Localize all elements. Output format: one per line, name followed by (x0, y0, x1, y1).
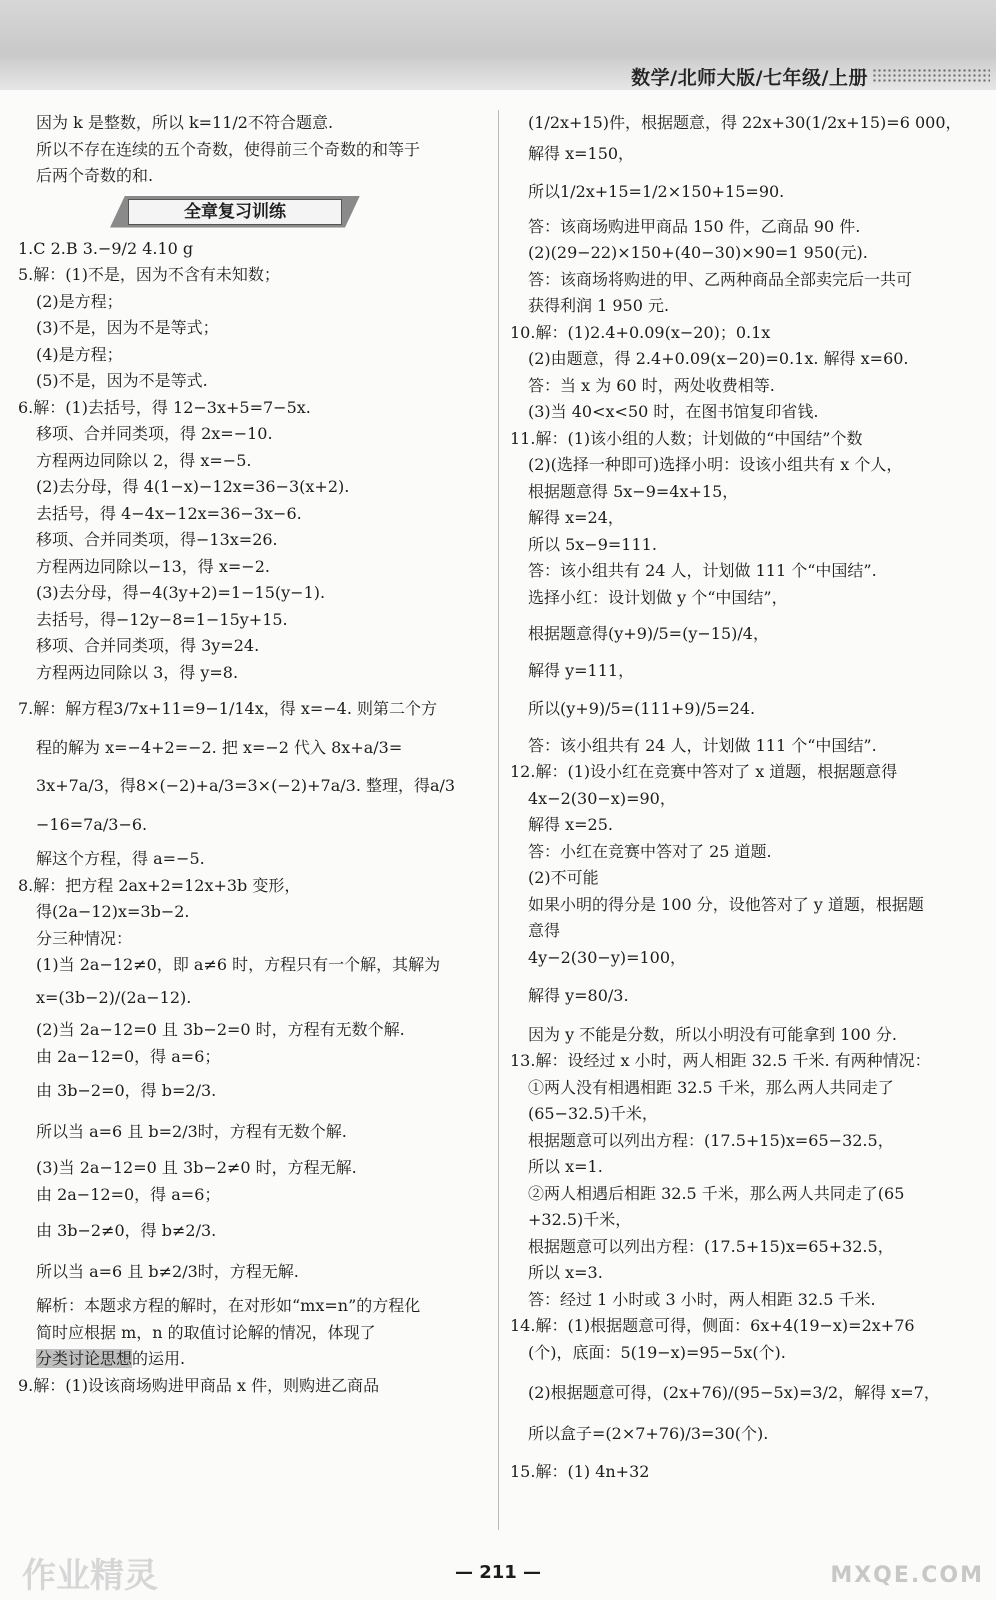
text-line: +32.5)千米， (528, 1210, 632, 1229)
text-line: 所以当 a=6 且 b=2/3时，方程有无数个解. (36, 1121, 347, 1141)
text-line: 由 3b−2=0，得 b=2/3. (36, 1081, 217, 1100)
text-line: 方程两边同除以−13，得 x=−2. (36, 556, 270, 576)
text-line: 去括号，得 4−4x−12x=36−3x−6. (36, 503, 302, 523)
text-line: 如果小明的得分是 100 分，设他答对了 y 道题，根据题 (528, 894, 924, 914)
text-line: 所以 5x−9=111. (528, 534, 657, 554)
text-line: 解得 y=80/3. (528, 986, 629, 1005)
text-line: x=(3b−2)/(2a−12). (36, 987, 192, 1007)
text-line: (2)去分母，得 4(1−x)−12x=36−3(x+2). (36, 477, 350, 496)
text-line: 答：经过 1 小时或 3 小时，两人相距 32.5 千米. (528, 1289, 876, 1309)
text-line: 得(2a−12)x=3b−2. (36, 902, 190, 921)
analysis-tail: 的运用. (132, 1349, 186, 1368)
text-line: (3)当 40<x<50 时，在图书馆复印省钱. (528, 402, 819, 421)
text-line: (2)(29−22)×150+(40−30)×90=1 950(元). (528, 243, 868, 262)
answer-line: 1.C 2.B 3.−9/2 4.10 g (18, 238, 194, 258)
text-line: 分三种情况： (36, 928, 133, 948)
text-line: 根据题意得(y+9)/5=(y−15)/4， (528, 624, 769, 643)
text-line: (2)(选择一种即可)选择小明：设该小组共有 x 个人， (528, 455, 903, 474)
analysis-line: 简时应根据 m，n 的取值讨论解的情况，体现了 (36, 1322, 376, 1342)
highlighted-term: 分类讨论思想 (36, 1349, 133, 1368)
watermark-left: 作业精灵 (22, 1556, 158, 1596)
text-line: 解得 x=24， (528, 508, 624, 527)
text-line: (2)是方程； (36, 291, 123, 311)
text-line: 方程两边同除以 2，得 x=−5. (36, 450, 252, 470)
text-line: 答：当 x 为 60 时，两处收费相等. (528, 375, 775, 395)
text-line: (2)由题意，得 2.4+0.09(x−20)=0.1x. 解得 x=60. (528, 349, 909, 368)
text-line: 答：该商场将购进的甲、乙两种商品全部卖完后一共可 (528, 269, 913, 289)
problem-6-line: 6.解：(1)去括号，得 12−3x+5=7−5x. (18, 397, 311, 417)
text-line: −16=7a/3−6. (36, 814, 148, 834)
text-line: (2)根据题意可得，(2x+76)/(95−5x)=3/2，解得 x=7， (528, 1383, 940, 1402)
problem-10-line: 10.解：(1)2.4+0.09(x−20)；0.1x (510, 322, 771, 342)
left-column (18, 110, 480, 1399)
column-divider (498, 110, 499, 1530)
text-line: 根据题意可以列出方程：(17.5+15)x=65+32.5， (528, 1236, 894, 1256)
right-column (510, 110, 978, 1486)
text-line: 去括号，得−12y−8=1−15y+15. (36, 609, 288, 629)
text-line: (2)当 2a−12=0 且 3b−2=0 时，方程有无数个解. (36, 1020, 405, 1039)
page-number: — 211 — (454, 1562, 542, 1583)
problem-9-line: 9.解：(1)设该商场购进甲商品 x 件，则购进乙商品 (18, 1375, 380, 1395)
text-line: (4)是方程； (36, 344, 123, 364)
text-line: 方程两边同除以 3，得 y=8. (36, 662, 239, 682)
text-line: 移项、合并同类项，得 3y=24. (36, 636, 260, 655)
text-line: 所以盒子=(2×7+76)/3=30(个). (528, 1423, 769, 1443)
text-line: (65−32.5)千米， (528, 1104, 658, 1123)
text-line: 移项、合并同类项，得−13x=26. (36, 530, 278, 549)
text-line: (3)去分母，得−4(3y+2)=1−15(y−1). (36, 583, 326, 602)
text-line: 程的解为 x=−4+2=−2. 把 x=−2 代入 8x+a/3= (36, 737, 403, 757)
analysis-line: 解析：本题求方程的解时，在对形如“mx=n”的方程化 (36, 1296, 421, 1315)
text-line: 因为 y 不能是分数，所以小明没有可能拿到 100 分. (528, 1024, 898, 1044)
text-line: 选择小红：设计划做 y 个“中国结”， (528, 587, 788, 607)
text-line: 后两个奇数的和. (36, 166, 154, 185)
text-line: 所以(y+9)/5=(111+9)/5=24. (528, 699, 756, 718)
text-line: 解得 x=25. (528, 815, 613, 834)
analysis-line (18, 1346, 480, 1373)
problem-13-line: 13.解：设经过 x 小时，两人相距 32.5 千米. 有两种情况： (510, 1051, 931, 1070)
problem-11-line: 11.解：(1)该小组的人数；计划做的“中国结”个数 (510, 428, 863, 448)
text-line: 移项、合并同类项，得 2x=−10. (36, 424, 273, 443)
text-line: 所以1/2x+15=1/2×150+15=90. (528, 182, 785, 201)
text-line: (个)，底面：5(19−x)=95−5x(个). (528, 1342, 786, 1362)
text-line: 由 3b−2≠0，得 b≠2/3. (36, 1221, 217, 1240)
text-line: 根据题意得 5x−9=4x+15， (528, 481, 739, 501)
text-line: 因为 k 是整数，所以 k=11/2不符合题意. (36, 113, 334, 132)
text-line: (1/2x+15)件，根据题意，得 22x+30(1/2x+15)=6 000， (528, 113, 962, 132)
problem-15-line: 15.解：(1) 4n+32 (510, 1462, 650, 1481)
text-line: 答：该小组共有 24 人，计划做 111 个“中国结”. (528, 735, 877, 755)
text-line: 所以 x=1. (528, 1157, 603, 1176)
text-line: 由 2a−12=0，得 a=6； (36, 1046, 221, 1066)
text-line: 3x+7a/3，得8×(−2)+a/3=3×(−2)+7a/3. 整理，得a/3 (36, 776, 456, 795)
text-line: ①两人没有相遇相距 32.5 千米，那么两人共同走了 (528, 1077, 894, 1097)
text-line: (2)不可能 (528, 868, 599, 887)
text-line: (3)不是，因为不是等式； (36, 318, 219, 337)
watermark: MXQE.COM (830, 1563, 984, 1588)
header-title: 数学/北师大版/七年级/上册 (631, 67, 868, 89)
problem-12-line: 12.解：(1)设小红在竞赛中答对了 x 道题，根据题意得 (510, 762, 898, 781)
text-line: 解这个方程，得 a=−5. (36, 849, 205, 868)
text-line: 答：该商场购进甲商品 150 件，乙商品 90 件. (528, 216, 861, 236)
text-line: 所以 x=3. (528, 1263, 603, 1282)
text-line: 获得利润 1 950 元. (528, 296, 670, 315)
text-line: 4y−2(30−y)=100， (528, 947, 687, 967)
text-line: 答：该小组共有 24 人，计划做 111 个“中国结”. (528, 561, 877, 580)
text-line: (3)当 2a−12=0 且 3b−2≠0 时，方程无解. (36, 1158, 357, 1177)
problem-7-line: 7.解：解方程3/7x+11=9−1/14x，得 x=−4. 则第二个方 (18, 699, 438, 718)
text-line: 由 2a−12=0，得 a=6； (36, 1184, 221, 1204)
header-dot-pattern (872, 68, 990, 84)
section-banner (110, 196, 360, 228)
problem-14-line: 14.解：(1)根据题意可得，侧面：6x+4(19−x)=2x+76 (510, 1316, 915, 1335)
text-line: 4x−2(30−x)=90， (528, 788, 676, 808)
section-title: 全章复习训练 (128, 199, 342, 225)
text-line: 解得 x=150， (528, 143, 635, 163)
text-line: 根据题意可以列出方程：(17.5+15)x=65−32.5， (528, 1130, 894, 1150)
text-line: 解得 y=111， (528, 660, 635, 680)
text-line: 答：小红在竞赛中答对了 25 道题. (528, 841, 772, 861)
text-line: (1)当 2a−12≠0，即 a≠6 时，方程只有一个解，其解为 (36, 955, 441, 974)
text-line: 所以不存在连续的五个奇数，使得前三个奇数的和等于 (36, 139, 421, 159)
text-line: 所以当 a=6 且 b≠2/3时，方程无解. (36, 1261, 299, 1281)
problem-8-line: 8.解：把方程 2ax+2=12x+3b 变形， (18, 875, 301, 895)
text-line: 意得 (528, 921, 561, 940)
text-line: (5)不是，因为不是等式. (36, 371, 208, 390)
problem-5-line: 5.解：(1)不是，因为不含有未知数； (18, 265, 280, 284)
text-line: ②两人相遇后相距 32.5 千米，那么两人共同走了(65 (528, 1183, 905, 1203)
